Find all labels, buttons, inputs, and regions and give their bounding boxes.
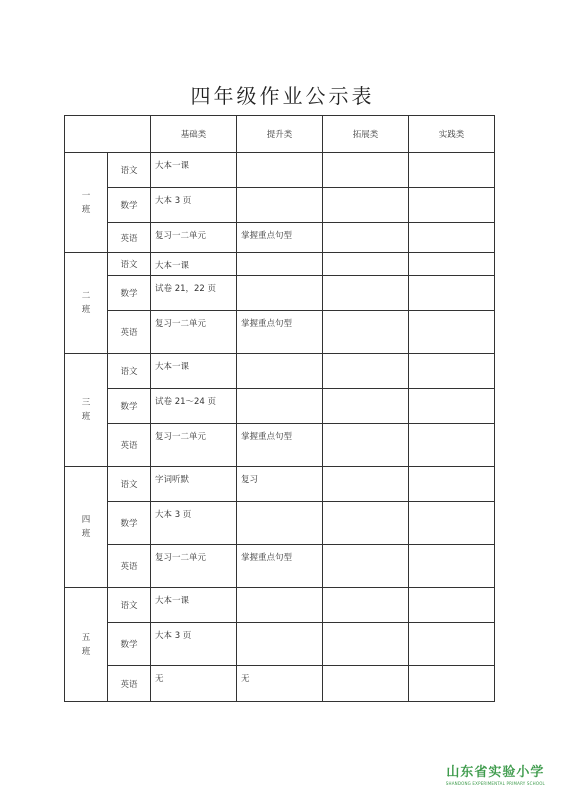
improve-cell [237, 354, 323, 389]
practice-cell [409, 311, 495, 354]
table-row [65, 153, 495, 188]
extend-cell [323, 545, 409, 588]
practice-cell [409, 545, 495, 588]
subject-cell: 语文 [108, 153, 151, 188]
improve-cell: 掌握重点句型 [237, 223, 323, 253]
practice-cell [409, 253, 495, 276]
table-row [65, 623, 495, 666]
practice-cell [409, 467, 495, 502]
improve-cell [237, 253, 323, 276]
practice-cell [409, 389, 495, 424]
extend-cell [323, 188, 409, 223]
school-name-en: SHANDONG EXPERIMENTAL PRIMARY SCHOOL [445, 781, 545, 786]
improve-cell [237, 623, 323, 666]
basic-cell: 大本一课 [151, 354, 237, 389]
school-name: 山东省实验小学 [446, 765, 545, 780]
school-logo [446, 761, 545, 786]
improve-cell: 掌握重点句型 [237, 311, 323, 354]
table-row [65, 389, 495, 424]
page-title: 四年级作业公示表 [190, 84, 375, 108]
extend-cell [323, 223, 409, 253]
class-name-char: 三 [81, 398, 91, 408]
improve-cell: 复习 [237, 467, 323, 502]
subject-cell: 英语 [108, 311, 151, 354]
basic-cell: 大本一课 [151, 253, 237, 276]
subject-cell: 语文 [108, 253, 151, 276]
practice-cell [409, 666, 495, 702]
subject-cell: 语文 [108, 588, 151, 623]
extend-cell [323, 623, 409, 666]
improve-cell: 掌握重点句型 [237, 424, 323, 467]
header-row [65, 116, 495, 153]
basic-cell: 大本 3 页 [151, 188, 237, 223]
basic-cell: 字词听默 [151, 467, 237, 502]
extend-cell [323, 311, 409, 354]
table-row [65, 666, 495, 702]
basic-cell: 复习一二单元 [151, 311, 237, 354]
extend-cell [323, 467, 409, 502]
extend-cell [323, 276, 409, 311]
class-name-char: 班 [81, 646, 91, 657]
class-name-char: 班 [81, 529, 91, 539]
class-name-char: 二 [81, 291, 91, 301]
basic-cell: 复习一二单元 [151, 545, 237, 588]
subject-cell: 数学 [108, 276, 151, 311]
class-name-char: 一 [81, 190, 91, 201]
header-extend: 拓展类 [323, 116, 409, 153]
practice-cell [409, 354, 495, 389]
header-practice: 实践类 [409, 116, 495, 153]
practice-cell [409, 223, 495, 253]
improve-cell [237, 588, 323, 623]
homework-table [64, 115, 495, 702]
subject-cell: 英语 [108, 424, 151, 467]
table-row [65, 311, 495, 354]
class-name-char: 五 [81, 632, 91, 643]
basic-cell: 大本一课 [151, 588, 237, 623]
practice-cell [409, 276, 495, 311]
table-row [65, 545, 495, 588]
practice-cell [409, 424, 495, 467]
basic-cell: 试卷 21～24 页 [151, 389, 237, 424]
table-row [65, 424, 495, 467]
extend-cell [323, 253, 409, 276]
subject-cell: 英语 [108, 545, 151, 588]
class-name-char: 班 [81, 412, 91, 422]
basic-cell: 大本 3 页 [151, 502, 237, 545]
improve-cell [237, 188, 323, 223]
practice-cell [409, 623, 495, 666]
subject-cell: 英语 [108, 223, 151, 253]
basic-cell: 无 [151, 666, 237, 702]
extend-cell [323, 502, 409, 545]
class-name-cell [65, 253, 108, 354]
class-name-cell [65, 354, 108, 467]
improve-cell [237, 276, 323, 311]
improve-cell: 掌握重点句型 [237, 545, 323, 588]
practice-cell [409, 588, 495, 623]
subject-cell: 数学 [108, 389, 151, 424]
practice-cell [409, 188, 495, 223]
practice-cell [409, 153, 495, 188]
basic-cell: 复习一二单元 [151, 223, 237, 253]
practice-cell [409, 502, 495, 545]
subject-cell: 语文 [108, 354, 151, 389]
header-basic: 基础类 [151, 116, 237, 153]
extend-cell [323, 354, 409, 389]
table-row [65, 502, 495, 545]
subject-cell: 数学 [108, 502, 151, 545]
basic-cell: 试卷 21，22 页 [151, 276, 237, 311]
subject-cell: 数学 [108, 623, 151, 666]
table-row [65, 188, 495, 223]
header-improve: 提升类 [237, 116, 323, 153]
table-row [65, 276, 495, 311]
subject-cell: 英语 [108, 666, 151, 702]
extend-cell [323, 424, 409, 467]
class-name-char: 四 [81, 515, 91, 525]
class-name-cell [65, 467, 108, 588]
improve-cell [237, 153, 323, 188]
basic-cell: 大本 3 页 [151, 623, 237, 666]
improve-cell [237, 389, 323, 424]
class-name-char: 班 [81, 204, 91, 215]
class-name-cell [65, 153, 108, 253]
table-row [65, 588, 495, 623]
class-name-cell [65, 588, 108, 702]
improve-cell [237, 502, 323, 545]
table-row [65, 223, 495, 253]
table-body [65, 153, 495, 702]
table-row [65, 467, 495, 502]
header-corner [65, 116, 151, 153]
basic-cell: 大本一课 [151, 153, 237, 188]
basic-cell: 复习一二单元 [151, 424, 237, 467]
subject-cell: 语文 [108, 467, 151, 502]
improve-cell: 无 [237, 666, 323, 702]
subject-cell: 数学 [108, 188, 151, 223]
table-row [65, 354, 495, 389]
class-name-char: 班 [81, 305, 91, 315]
table-row [65, 253, 495, 276]
extend-cell [323, 389, 409, 424]
extend-cell [323, 153, 409, 188]
extend-cell [323, 588, 409, 623]
extend-cell [323, 666, 409, 702]
